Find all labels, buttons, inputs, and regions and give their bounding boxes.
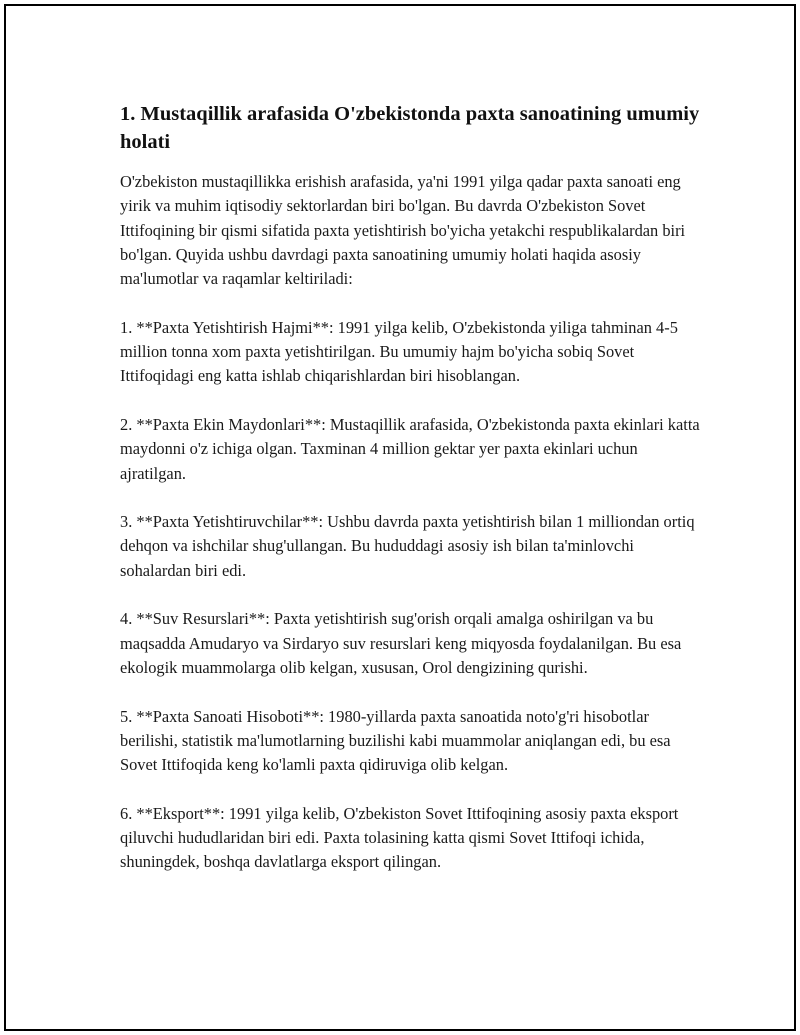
paragraph-industry-report: 5. **Paxta Sanoati Hisoboti**: 1980-yillarda paxta sanoatida noto'g'ri hisobotlar berilishi, statistik ma'lumotlarning buzilishi kabi muammolar aniqlangan edi, bu esa Sovet Ittifoqida keng ko'lamli paxta qidiruviga olib kelgan. bbox=[120, 706, 671, 775]
document-body bbox=[120, 100, 700, 899]
paragraph-cotton-volume: 1. **Paxta Yetishtirish Hajmi**: 1991 yilga kelib, O'zbekistonda yiliga tahminan 4-5 million tonna xom paxta yetishtirilgan. Bu umumiy hajm bo'yicha sobiq Sovet Ittifoqidagi eng katta ishlab chiqarishlardan biri hisoblangan. bbox=[120, 317, 678, 386]
paragraph-water-resources: 4. **Suv Resurslari**: Paxta yetishtirish sug'orish orqali amalga oshirilgan va bu maqsadda Amudaryo va Sirdaryo suv resurslari keng miqyosda foydalanilgan. Bu esa ekologik muammolarga olib kelgan, xususan, Orol dengizining qurishi. bbox=[120, 609, 682, 677]
document-heading: 1. Mustaqillik arafasida O'zbekistonda paxta sanoatining umumiy holati bbox=[120, 103, 700, 153]
paragraph-cotton-fields: 2. **Paxta Ekin Maydonlari**: Mustaqillik arafasida, O'zbekistonda paxta ekinlari katta maydonni o'z ichiga olgan. Taxminan 4 million gektar yer paxta ekinlari uchun ajratilgan. bbox=[120, 414, 700, 483]
intro-paragraph: O'zbekiston mustaqillikka erishish arafasida, ya'ni 1991 yilga qadar paxta sanoati eng yirik va muhim iqtisodiy sektorlardan biri bo'lgan. Bu davrda O'zbekiston Sovet Ittifoqining bir qismi sifatida paxta yetishtirish bo'yicha yetakchi respublikalardan biri bo'lgan. Quyida ushbu davrdagi paxta sanoatining umumiy holati haqida asosiy ma'lumotlar va raqamlar keltiriladi: bbox=[120, 172, 686, 289]
paragraph-cotton-growers: 3. **Paxta Yetishtiruvchilar**: Ushbu davrda paxta yetishtirish bilan 1 milliondan ortiq dehqon va ishchilar shug'ullangan. Bu hududdagi asosiy ish bilan ta'minlovchi sohalardan biri edi. bbox=[120, 512, 695, 580]
paragraph-export: 6. **Eksport**: 1991 yilga kelib, O'zbekiston Sovet Ittifoqining asosiy paxta eksport qiluvchi hududlaridan biri edi. Paxta tolasining katta qismi Sovet Ittifoqi ichida, shuningdek, boshqa davlatlarga eksport qilingan. bbox=[120, 803, 679, 872]
page-frame bbox=[4, 4, 796, 1031]
